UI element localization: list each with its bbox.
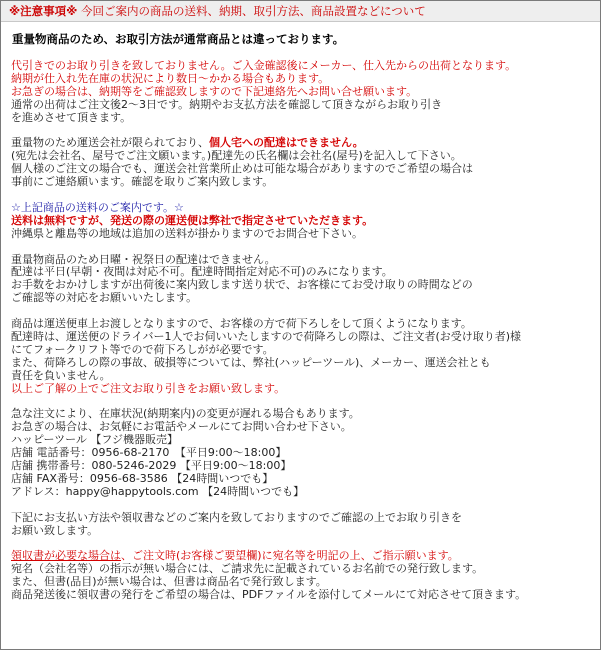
shipping-fee-heading: ☆上記商品の送料のご案内です。☆ [11, 200, 184, 214]
lead-text: 重量物商品のため、お取引方法が通常商品とは違っております。 [12, 32, 345, 46]
stock-note: 急な注文により、在庫状況(納期案内)の変更が遅れる場合もあります。 [11, 407, 360, 421]
address-note-3: 事前にご連絡願います。確認を取りご案内致します。 [11, 175, 274, 189]
receipt-heading-a: 領収書が必要な場合は [11, 549, 121, 563]
payment-info-2: お願い致します。 [11, 523, 99, 537]
payment-section [11, 60, 600, 125]
delivery-section [11, 137, 600, 189]
email-contact: アドレス：happy@happytools.com 【24時間いつでも】 [11, 484, 305, 498]
agreement-text: 以上ご了解の上でご注文お取り引きをお願い致します。 [11, 381, 286, 395]
notice-body [1, 22, 600, 602]
receipt-note-2: また、但書(品目)が無い場合は、但書は商品名で発行致します。 [11, 575, 327, 589]
unloading-note-1: 商品は運送便車上お渡しとなりますので、お客様の方で荷下ろしをして頂くようになります。 [11, 317, 472, 331]
receipt-note-3: 商品発送後に領収書の発行をご希望の場合は、PDFファイルを添付してメールにて対応させて頂きます。 [11, 588, 527, 602]
no-cod-text: 代引きでのお取り引きを致しておりません。ご入金確認後にメーカー、仕入先からの出荷となります。 [11, 59, 517, 72]
notice-title: 今回ご案内の商品の送料、納期、取引方法、商品設置などについて [81, 4, 426, 18]
no-holiday-text: 重量物商品のため日曜・祝祭日の配達はできません。 [11, 252, 276, 266]
delivery-days-section [11, 254, 600, 306]
carrier-text-a: 重量物のため運送会社が限られており、 [11, 136, 209, 150]
tracking-note-2: ご確認等の対応をお願いいたします。 [11, 291, 198, 305]
receipt-note-1: 宛名（会社名等）の指示が無い場合には、ご請求先に記載されているお名前での発行致します。 [11, 562, 484, 576]
fax-contact: 店舗 FAX番号：0956-68-3586 【24時間いつでも】 [11, 471, 274, 485]
payment-info-section [11, 512, 600, 538]
mobile-contact: 店舗 携帯番号：080-5246-2029 【平日9:00〜18:00】 [11, 459, 292, 473]
address-note-2: 個人様のご注文の場合でも、運送会社営業所止めは可能な場合がありますのでご希望の場合は [11, 162, 473, 176]
contact-section [11, 408, 600, 498]
normal-shipping-text: 通常の出荷はご注文後2〜3日です。納期やお支払方法を確認して頂きながらお取り引き [11, 97, 443, 111]
delivery-time-text: 納期が仕入れ先在庫の状況により数日〜かかる場合もあります。 [11, 71, 330, 85]
normal-shipping-text-2: を進めさせて頂きます。 [11, 110, 132, 124]
unloading-note-4: また、荷降ろしの際の事故、破損等については、弊社(ハッピーツール)、メーカー、運送会社とも [11, 355, 491, 369]
okinawa-note: 沖縄県と離島等の地域は追加の送料が掛かりますのでお問合せ下さい。 [11, 226, 363, 240]
phone-contact: 店舗 電話番号：0956-68-2170 【平日9:00〜18:00】 [11, 446, 287, 460]
unloading-note-2: 配達時は、運送便のドライバー1人でお伺いいたしますので荷降ろしの際は、ご注文者(お受け取り者)様 [11, 329, 522, 343]
inquiry-note: お急ぎの場合は、お気軽にお電話やメールにてお問い合わせ下さい。 [11, 420, 352, 434]
receipt-heading-b: 、ご注文時(お客様ご要望欄)に宛名等を明記の上、ご指示願います。 [121, 549, 459, 563]
address-note-1: (宛先は会社名、屋号でご注文願います。)配達先の氏名欄は会社名(屋号)を記入して下さい。 [11, 149, 462, 163]
receipt-section [11, 550, 600, 602]
weekday-only-text: 配達は平日(早朝・夜間は対応不可。配達時間指定対応不可)のみになります。 [11, 265, 393, 279]
shipping-fee-section [11, 202, 600, 241]
unloading-note-5: 責任を負いません。 [11, 368, 111, 382]
payment-info-1: 下記にお支払い方法や領収書などのご案内を致しておりますのでご確認の上でお取り引きを [11, 510, 462, 524]
unloading-note-3: にてフォークリフト等でので荷下ろしがが必要です。 [11, 342, 274, 356]
free-shipping-text: 送料は無料ですが、発送の際の運送便は弊社で指定させていただきます。 [11, 213, 374, 227]
unloading-section [11, 318, 600, 395]
notice-prefix: ※注意事項※ [9, 4, 78, 18]
company-name: ハッピーツール 【フジ機器販売】 [11, 433, 178, 447]
no-residential-text: 個人宅への配達はできません。 [209, 136, 364, 150]
notice-header [1, 1, 600, 22]
tracking-note-1: お手数をおかけしますが出荷後に案内致します送り状で、お客様にてお受け取りの時間などの [11, 278, 473, 292]
rush-order-text: お急ぎの場合は、納期等をご確認致しますので下記連絡先へお問い合せ願います。 [11, 84, 418, 98]
